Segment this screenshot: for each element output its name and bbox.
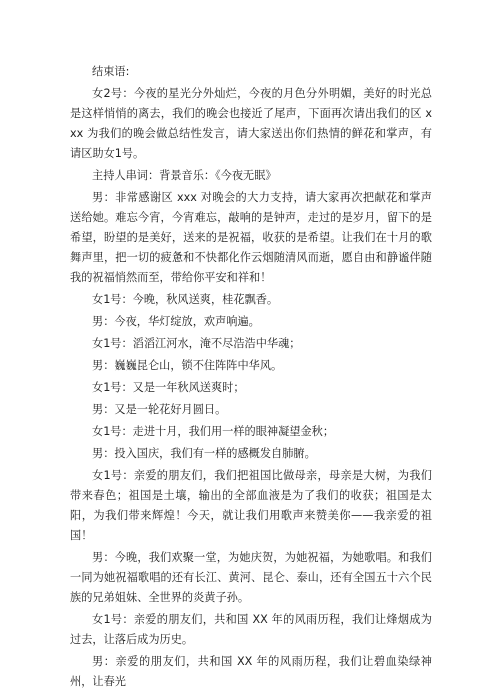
paragraph: 女1号：今晚，秋风送爽，桂花飘香。: [92, 293, 279, 306]
paragraph: 男：今夜，华灯绽放，欢声响遍。: [92, 315, 260, 328]
paragraph: 女1号：走进十月，我们用一样的眼神凝望金秋；: [92, 425, 335, 438]
paragraph: 女1号：亲爱的朋友们，共和国 XX 年的风雨历程，我们让烽烟成为过去，让落后成为历史。: [70, 613, 432, 646]
paragraph: 女1号：又是一年秋风送爽时；: [92, 381, 245, 394]
paragraph: 男：又是一轮花好月圆日。: [92, 403, 227, 416]
paragraph: 结束语:: [92, 65, 130, 78]
paragraph: 主持人串词：背景音乐：《今夜无眠》: [92, 169, 277, 182]
document-page: [70, 62, 432, 694]
paragraph: 男：投入国庆，我们有一样的感概发自肺腑。: [92, 447, 316, 460]
paragraph: 男：今晚，我们欢聚一堂，为她庆贺，为她祝福，为她歌唱。和我们一同为她祝福歌唱的还有长江、黄河、昆仑、泰山，还有全国五十六个民族的兄弟姐妹、全世界的炎黄子孙。: [70, 551, 432, 604]
paragraph: 女1号：亲爱的朋友们，我们把祖国比做母亲，母亲是大树，为我们带来春色；祖国是土壤，输出的全部血液是为了我们的收获；祖国是太阳，为我们带来辉煌！今天，就让我们用歌声来赞美你——我亲爱的祖国！: [70, 469, 432, 542]
paragraph: 女1号：滔滔江河水，淹不尽浩浩中华魂；: [92, 337, 301, 350]
paragraph: 男：巍巍昆仑山，锁不住阵阵中华风。: [92, 359, 283, 372]
paragraph: 男：亲爱的朋友们，共和国 XX 年的风雨历程，我们让碧血染绿神州，让春光: [70, 655, 432, 688]
paragraph: 女2号：今夜的星光分外灿烂，今夜的月色分外明媚，美好的时光总是这样悄悄的离去，我们的晚会也接近了尾声，下面再次请出我们的区 xxx 为我们的晚会做总结性发言，请大家送出你们热情的鲜花和掌声，有请区助女1号。: [70, 87, 432, 160]
paragraph: 男：非常感谢区 xxx 对晚会的大力支持，请大家再次把献花和掌声送给她。难忘今宵，今宵难忘，敲响的是钟声，走过的是岁月，留下的是希望，盼望的是美好，送来的是祝福，收获的是希望。让我们在十月的歌舞声里，把一切的疲惫和不快都化作云烟随清风而逝，愿自由和静谧伴随我的祝福悄然而至，带给你平安和祥和！: [70, 191, 432, 284]
